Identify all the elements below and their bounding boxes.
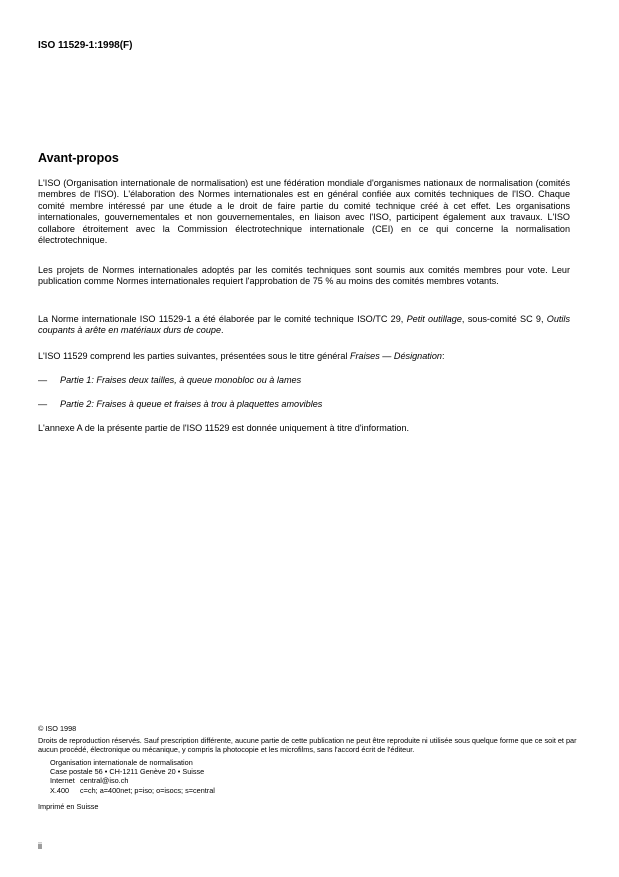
x400-line	[50, 786, 595, 795]
foreword-paragraph-2: Les projets de Normes internationales adoptés par les comités techniques sont soumis aux comités membres pour vote. Leur publication comme Normes internationales requiert l'approbation de 75 % au moins des comités membres votants.	[38, 265, 570, 287]
document-id: ISO 11529-1:1998(F)	[38, 40, 133, 51]
x400-label: X.400	[50, 785, 70, 795]
foreword-paragraph-1: L'ISO (Organisation internationale de normalisation) est une fédération mondiale d'organismes nationaux de normalisation (comités membres de l'ISO). L'élaboration des Normes internationales est en général confiée aux comités techniques de l'ISO. Chaque comité membre intéressé par une étude a le droit de faire partie du comité technique créé à cet effet. Les organisations internationales, gouvernementales et non gouvernementales, en liaison avec l'ISO, participent également aux travaux. L'ISO collabore étroitement avec la Commission électrotechnique internationale (CEI) en ce qui concerne la normalisation électrotechnique.	[38, 178, 570, 246]
list-item	[38, 375, 570, 386]
rights-statement: Droits de reproduction réservés. Sauf prescription différente, aucune partie de cette publication ne peut être reproduite ni utilisée sous quelque forme que ce soit et par aucun procédé, électronique ou mécanique, y compris la photocopie et les microfilms, sans l'accord écrit de l'éditeur.	[38, 736, 577, 755]
foreword-paragraph-3	[38, 314, 570, 337]
foreword-heading: Avant-propos	[38, 151, 119, 165]
internet-label: Internet	[50, 776, 75, 786]
p3-text-a: La Norme internationale ISO 11529-1 a été élaborée par le comité technique ISO/TC 29,	[38, 314, 407, 324]
foreword-paragraph-4	[38, 351, 570, 362]
list-dash: —	[38, 375, 48, 385]
p4-text-c: :	[441, 351, 445, 361]
internet-value: central@iso.ch	[80, 776, 129, 786]
org-name: Organisation internationale de normalisation	[50, 758, 193, 767]
list-dash: —	[38, 399, 48, 409]
p3-subcommittee-title: Outils coupants à arête en matériaux durs de coupe	[38, 314, 570, 336]
x400-value: c=ch; a=400net; p=iso; o=isocs; s=central	[80, 785, 215, 795]
list-item-text: Partie 1: Fraises deux tailles, à queue monobloc ou à lames	[60, 375, 302, 385]
publisher-address	[50, 758, 595, 795]
list-item	[38, 399, 570, 410]
printed-in: Imprimé en Suisse	[38, 802, 99, 811]
p4-text-a: L'ISO 11529 comprend les parties suivantes, présentées sous le titre général	[38, 351, 350, 361]
p3-text-e: .	[221, 325, 224, 336]
p4-general-title: Fraises — Désignation	[349, 351, 442, 361]
p3-committee-title: Petit outillage	[406, 314, 462, 324]
internet-line	[50, 776, 595, 785]
page-number: ii	[38, 841, 42, 851]
p3-text-c: , sous-comité SC 9,	[461, 314, 547, 324]
postal-address: Case postale 56 • CH-1211 Genève 20 • Suisse	[50, 767, 205, 777]
list-item-text: Partie 2: Fraises à queue et fraises à trou à plaquettes amovibles	[60, 399, 323, 409]
foreword-paragraph-5: L'annexe A de la présente partie de l'ISO 11529 est donnée uniquement à titre d'information.	[38, 423, 410, 433]
copyright-notice: © ISO 1998	[38, 724, 77, 733]
